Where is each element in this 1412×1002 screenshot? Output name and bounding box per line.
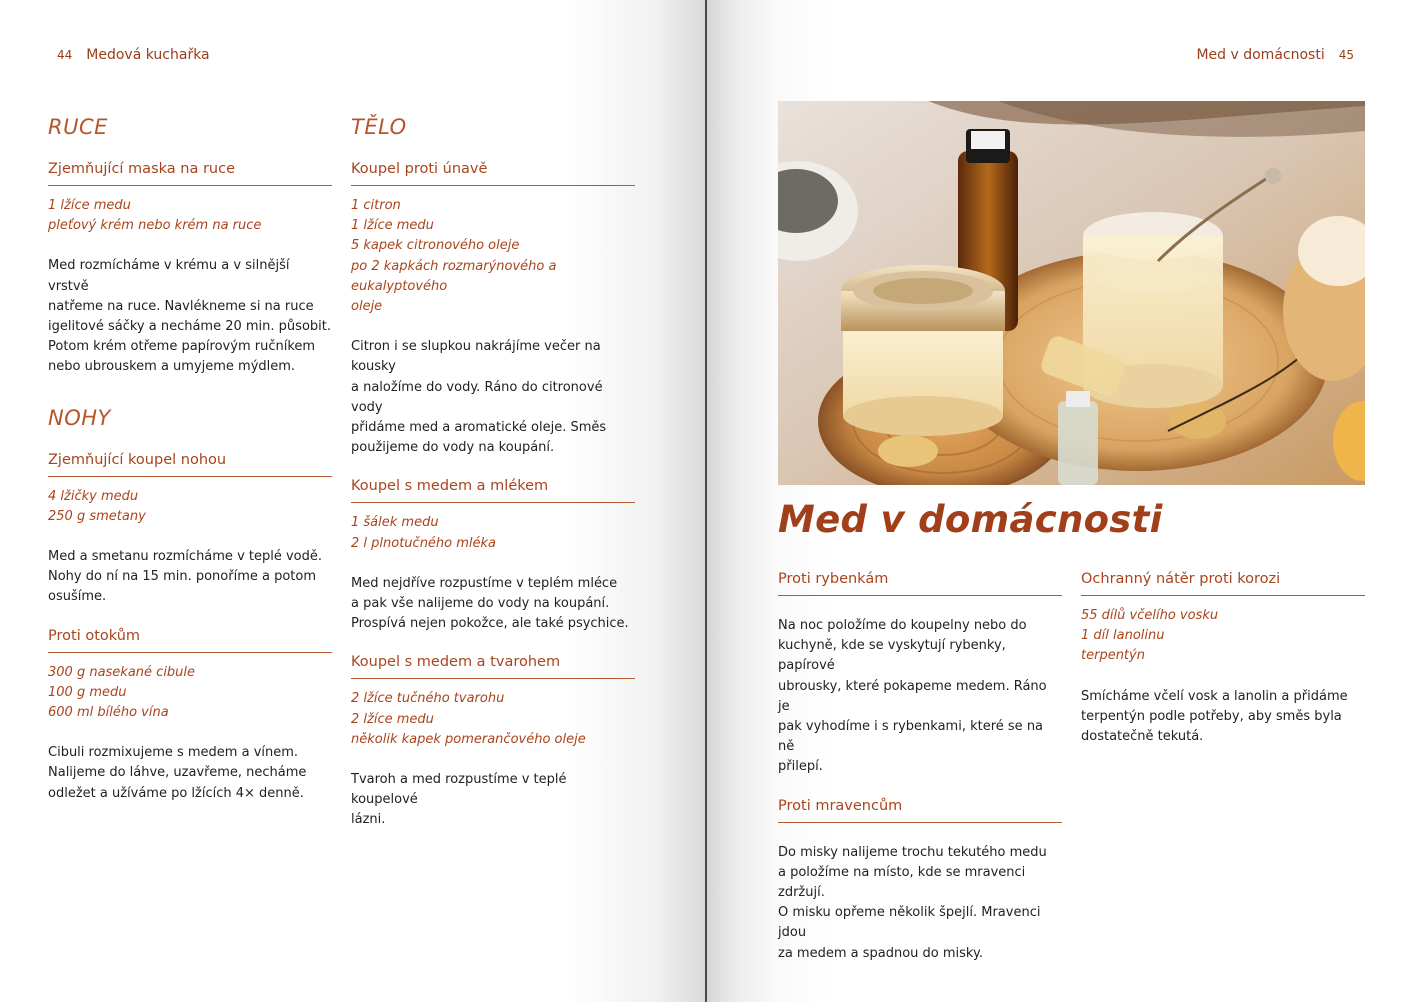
ingredient: 1 lžíce medu	[351, 218, 434, 234]
text-line: nebo ubrouskem a umyjeme mýdlem.	[48, 359, 296, 375]
text-line: dostatečně tekutá.	[1081, 729, 1204, 745]
text-line: Nohy do ní na 15 min. ponoříme a potom	[48, 569, 317, 585]
ingredient: několik kapek pomerančového oleje	[351, 731, 586, 747]
ingredient: 2 l plnotučného mléka	[351, 535, 497, 551]
ingredient: pleťový krém nebo krém na ruce	[48, 218, 262, 234]
ingredient: 600 ml bílého vína	[48, 705, 169, 721]
instructions-milk-bath	[351, 574, 635, 635]
instructions-ants	[778, 843, 1062, 964]
column-1	[48, 115, 332, 804]
text-line: a položíme na místo, kde se mravenci zdržují.	[778, 864, 1026, 901]
ingredient: 300 g nasekané cibule	[48, 664, 196, 680]
text-line: odležet a užíváme po lžících 4× denně.	[48, 785, 304, 801]
section-heading-telo: TĚLO	[351, 115, 407, 139]
text-line: kuchyně, kde se vyskytují rybenky, papírové	[778, 638, 1006, 674]
recipe-title-milk-bath: Koupel s medem a mlékem	[351, 478, 635, 503]
recipe-title-curd-bath: Koupel s medem a tvarohem	[351, 654, 635, 679]
running-title-left: Medová kuchařka	[86, 47, 210, 63]
text-line: terpentýn podle potřeby, aby směs byla	[1081, 708, 1342, 724]
ingredients-swelling	[48, 663, 332, 724]
text-line: Citron i se slupkou nakrájíme večer na kousky	[351, 339, 601, 375]
text-line: osušíme.	[48, 589, 107, 605]
text-line: igelitové sáčky a necháme 20 min. působit.	[48, 319, 331, 335]
text-line: O misku opřeme několik špejlí. Mravenci jdou	[778, 905, 1041, 941]
ingredient: 1 lžíce medu	[48, 198, 131, 213]
chapter-title: Med v domácnosti	[778, 498, 1163, 541]
instructions-fatigue-bath	[351, 337, 635, 458]
text-line: a pak vše nalijeme do vody na koupání.	[351, 596, 610, 612]
ingredient: oleje	[351, 299, 383, 315]
book-spine	[705, 0, 707, 1002]
ingredient: 2 lžíce medu	[351, 711, 434, 727]
cosmetics-photo	[778, 101, 1365, 485]
ingredient: 2 lžíce tučného tvarohu	[351, 691, 505, 707]
running-head-right	[1196, 47, 1354, 63]
text-line: lázni.	[351, 812, 386, 828]
recipe-title-hand-mask: Zjemňující maska na ruce	[48, 161, 332, 186]
ingredients-fatigue-bath	[351, 196, 635, 317]
instructions-curd-bath	[351, 770, 635, 831]
text-line: Nalijeme do láhve, uzavřeme, necháme	[48, 765, 307, 781]
text-line: přidáme med a aromatické oleje. Směs	[351, 420, 607, 436]
text-line: Med a smetanu rozmícháme v teplé vodě.	[48, 549, 323, 565]
recipe-title-silverfish: Proti rybenkám	[778, 571, 1062, 596]
ingredient: 4 lžičky medu	[48, 488, 139, 504]
text-line: Na noc položíme do koupelny nebo do	[778, 618, 1027, 633]
section-heading-ruce: RUCE	[48, 115, 108, 139]
text-line: za medem a spadnou do misky.	[778, 945, 983, 961]
recipe-title-fatigue-bath: Koupel proti únavě	[351, 161, 635, 186]
ingredient: 100 g medu	[48, 684, 127, 700]
ingredient: 250 g smetany	[48, 508, 146, 524]
column-3	[778, 571, 1062, 964]
running-head-left	[57, 47, 210, 63]
ingredient: 5 kapek citronového oleje	[351, 238, 520, 254]
ingredient: po 2 kapkách rozmarýnového a eukalyptového	[351, 258, 557, 294]
text-line: Do misky nalijeme trochu tekutého medu	[778, 844, 1047, 860]
text-line: přilepí.	[778, 759, 823, 775]
ingredient: 1 šálek medu	[351, 515, 439, 531]
instructions-silverfish	[778, 616, 1062, 778]
text-line: a naložíme do vody. Ráno do citronové vody	[351, 379, 603, 415]
running-title-right: Med v domácnosti	[1196, 47, 1325, 63]
ingredient: 55 dílů včelího vosku	[1081, 608, 1219, 623]
page-number-left: 44	[57, 48, 73, 62]
ingredients-milk-bath	[351, 513, 635, 553]
text-line: ubrousky, které pokapeme medem. Ráno je	[778, 678, 1047, 714]
ingredient: 1 díl lanolinu	[1081, 628, 1165, 644]
text-line: Tvaroh a med rozpustíme v teplé koupelové	[351, 772, 567, 808]
instructions-foot-bath	[48, 547, 332, 608]
page-number-right: 45	[1338, 48, 1354, 62]
instructions-hand-mask	[48, 256, 332, 377]
ingredient: terpentýn	[1081, 648, 1145, 664]
text-line: pak vyhodíme i s rybenkami, které se na ně	[778, 719, 1044, 755]
text-line: Med nejdříve rozpustíme v teplém mléce	[351, 575, 618, 591]
instructions-swelling	[48, 743, 332, 804]
text-line: Smícháme včelí vosk a lanolin a přidáme	[1081, 688, 1348, 704]
ingredients-foot-bath	[48, 487, 332, 527]
instructions-anticorrosion	[1081, 687, 1365, 748]
text-line: Potom krém otřeme papírovým ručníkem	[48, 339, 316, 355]
ingredients-hand-mask	[48, 196, 332, 236]
section-heading-nohy: NOHY	[48, 405, 111, 430]
text-line: natřeme na ruce. Navlékneme si na ruce	[48, 298, 314, 314]
ingredients-curd-bath	[351, 689, 635, 750]
column-2	[351, 115, 635, 831]
text-line: Cibuli rozmixujeme s medem a vínem.	[48, 745, 299, 761]
column-4	[1081, 571, 1365, 747]
ingredient: 1 citron	[351, 198, 401, 213]
ingredients-anticorrosion	[1081, 606, 1365, 667]
recipe-title-ants: Proti mravencům	[778, 798, 1062, 823]
text-line: Med rozmícháme v krému a v silnější vrstvě	[48, 258, 290, 294]
recipe-title-anticorrosion: Ochranný nátěr proti korozi	[1081, 571, 1365, 596]
text-line: Prospívá nejen pokožce, ale také psychice.	[351, 616, 629, 632]
recipe-title-swelling: Proti otokům	[48, 628, 332, 653]
recipe-title-foot-bath: Zjemňující koupel nohou	[48, 452, 332, 477]
text-line: použijeme do vody na koupání.	[351, 440, 555, 456]
